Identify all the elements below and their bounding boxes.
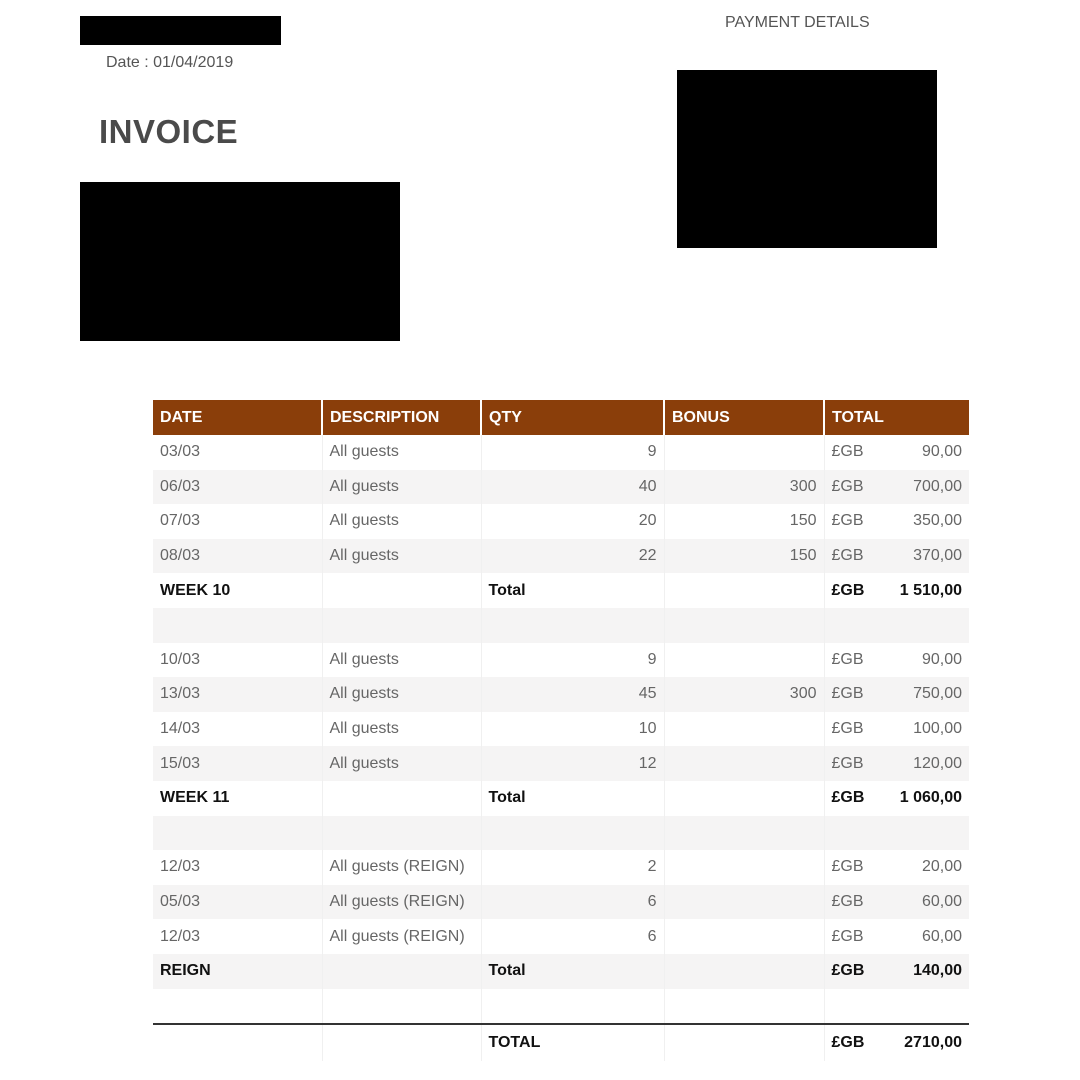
cell-amount: 20,00 xyxy=(921,858,962,876)
cell-currency: £GB xyxy=(824,954,879,989)
cell-description xyxy=(322,608,481,643)
grand-total-spacer xyxy=(153,1024,322,1061)
cell-currency: £GB xyxy=(831,512,864,530)
cell-description xyxy=(322,989,481,1025)
cell-amount: 370,00 xyxy=(879,539,969,574)
cell-date: 14/03 xyxy=(153,712,322,747)
cell-currency: £GB xyxy=(824,539,879,574)
cell-currency: £GB xyxy=(824,746,879,781)
cell-qty: 12 xyxy=(481,746,664,781)
cell-currency: £GB xyxy=(831,650,864,668)
table-row xyxy=(153,504,969,539)
grand-total-label: TOTAL xyxy=(481,1024,664,1061)
cell-qty: 20 xyxy=(481,504,664,539)
cell-amount: 700,00 xyxy=(879,470,969,505)
cell-bonus xyxy=(664,919,824,954)
cell-bonus xyxy=(664,885,824,920)
cell-qty: 6 xyxy=(481,919,664,954)
cell-date: 07/03 xyxy=(153,504,322,539)
cell-currency: £GB xyxy=(831,720,864,738)
cell-bonus xyxy=(664,816,824,851)
cell-description: All guests (REIGN) xyxy=(322,919,481,954)
table-row xyxy=(153,850,969,885)
invoice-table xyxy=(153,400,969,1061)
cell-date: WEEK 10 xyxy=(153,573,322,608)
grand-total-row xyxy=(153,1024,969,1061)
cell-currency xyxy=(824,816,879,851)
cell-date: 06/03 xyxy=(153,470,322,505)
grand-total-spacer xyxy=(664,1024,824,1061)
cell-bonus xyxy=(664,989,824,1025)
cell-description: All guests xyxy=(322,746,481,781)
cell-amount: 90,00 xyxy=(921,443,962,461)
cell-bonus: 300 xyxy=(664,677,824,712)
cell-qty: 45 xyxy=(481,677,664,712)
cell-date xyxy=(153,989,322,1025)
cell-bonus xyxy=(664,746,824,781)
cell-date: 10/03 xyxy=(153,643,322,678)
column-header-total: TOTAL xyxy=(824,400,969,435)
table-row xyxy=(153,470,969,505)
cell-qty: 10 xyxy=(481,712,664,747)
grand-total-amount: 2710,00 xyxy=(879,1024,969,1061)
cell-amount xyxy=(879,608,969,643)
cell-qty: 6 xyxy=(481,885,664,920)
spacer-row xyxy=(153,989,969,1025)
table-row xyxy=(153,746,969,781)
spacer-row xyxy=(153,608,969,643)
cell-qty: Total xyxy=(481,781,664,816)
cell-currency: £GB xyxy=(824,677,879,712)
cell-description: All guests (REIGN) xyxy=(322,885,481,920)
cell-qty: 9 xyxy=(481,435,664,470)
cell-amount: 90,00 xyxy=(921,650,962,668)
cell-date xyxy=(153,816,322,851)
cell-date: 05/03 xyxy=(153,885,322,920)
cell-currency: £GB xyxy=(824,885,879,920)
cell-amount: 60,00 xyxy=(921,927,962,945)
cell-currency: £GB xyxy=(831,443,864,461)
invoice-date: Date : 01/04/2019 xyxy=(106,54,234,71)
cell-date: 03/03 xyxy=(153,435,322,470)
cell-description: All guests xyxy=(322,643,481,678)
cell-date: WEEK 11 xyxy=(153,781,322,816)
cell-description xyxy=(322,573,481,608)
cell-currency: £GB xyxy=(831,858,864,876)
cell-amount: 120,00 xyxy=(879,746,969,781)
cell-description: All guests xyxy=(322,677,481,712)
cell-currency: £GB xyxy=(831,581,865,599)
cell-amount: 60,00 xyxy=(879,885,969,920)
cell-qty: Total xyxy=(481,573,664,608)
cell-bonus xyxy=(664,712,824,747)
cell-bonus xyxy=(664,781,824,816)
spacer-row xyxy=(153,816,969,851)
table-row xyxy=(153,919,969,954)
table-header-row xyxy=(153,400,969,435)
cell-description: All guests xyxy=(322,435,481,470)
cell-qty xyxy=(481,816,664,851)
cell-bonus xyxy=(664,954,824,989)
cell-description xyxy=(322,954,481,989)
cell-date: 12/03 xyxy=(153,919,322,954)
redacted-sender-name xyxy=(80,16,281,45)
cell-bonus xyxy=(664,608,824,643)
cell-qty: 40 xyxy=(481,470,664,505)
page-title: INVOICE xyxy=(99,113,239,150)
cell-amount: 750,00 xyxy=(879,677,969,712)
cell-qty: 22 xyxy=(481,539,664,574)
cell-description: All guests xyxy=(322,539,481,574)
cell-date: 15/03 xyxy=(153,746,322,781)
cell-date: 08/03 xyxy=(153,539,322,574)
cell-amount: 350,00 xyxy=(913,512,962,530)
cell-bonus xyxy=(664,573,824,608)
cell-description: All guests xyxy=(322,712,481,747)
cell-bonus xyxy=(664,435,824,470)
cell-currency: £GB xyxy=(831,927,864,945)
cell-description xyxy=(322,816,481,851)
cell-amount: 1 510,00 xyxy=(899,581,962,599)
cell-bonus: 150 xyxy=(664,504,824,539)
cell-amount xyxy=(879,989,969,1025)
column-header-description: DESCRIPTION xyxy=(322,400,481,435)
column-header-qty: QTY xyxy=(481,400,664,435)
redacted-recipient-address xyxy=(80,182,400,341)
column-header-date: DATE xyxy=(153,400,322,435)
table-row xyxy=(153,885,969,920)
cell-amount: 100,00 xyxy=(913,720,962,738)
cell-date: 12/03 xyxy=(153,850,322,885)
cell-description: All guests (REIGN) xyxy=(322,850,481,885)
table-row xyxy=(153,539,969,574)
payment-details-heading: PAYMENT DETAILS xyxy=(725,14,870,31)
cell-bonus: 300 xyxy=(664,470,824,505)
cell-description xyxy=(322,781,481,816)
table-row xyxy=(153,712,969,747)
redacted-payment-details xyxy=(677,70,937,248)
cell-description: All guests xyxy=(322,504,481,539)
cell-amount: 1 060,00 xyxy=(899,789,962,807)
cell-qty: 9 xyxy=(481,643,664,678)
column-header-bonus: BONUS xyxy=(664,400,824,435)
cell-amount xyxy=(879,816,969,851)
cell-currency: £GB xyxy=(831,789,865,807)
subtotal-row xyxy=(153,781,969,816)
cell-qty xyxy=(481,989,664,1025)
grand-total-currency: £GB xyxy=(824,1024,879,1061)
cell-date xyxy=(153,608,322,643)
cell-qty xyxy=(481,608,664,643)
cell-qty: 2 xyxy=(481,850,664,885)
grand-total-spacer xyxy=(322,1024,481,1061)
cell-bonus xyxy=(664,643,824,678)
cell-currency: £GB xyxy=(824,470,879,505)
cell-date: REIGN xyxy=(153,954,322,989)
subtotal-row xyxy=(153,573,969,608)
cell-bonus xyxy=(664,850,824,885)
cell-amount: 140,00 xyxy=(879,954,969,989)
cell-qty: Total xyxy=(481,954,664,989)
table-row xyxy=(153,677,969,712)
cell-description: All guests xyxy=(322,470,481,505)
cell-date: 13/03 xyxy=(153,677,322,712)
cell-currency xyxy=(824,989,879,1025)
subtotal-row xyxy=(153,954,969,989)
table-row xyxy=(153,435,969,470)
table-row xyxy=(153,643,969,678)
cell-bonus: 150 xyxy=(664,539,824,574)
cell-currency xyxy=(824,608,879,643)
